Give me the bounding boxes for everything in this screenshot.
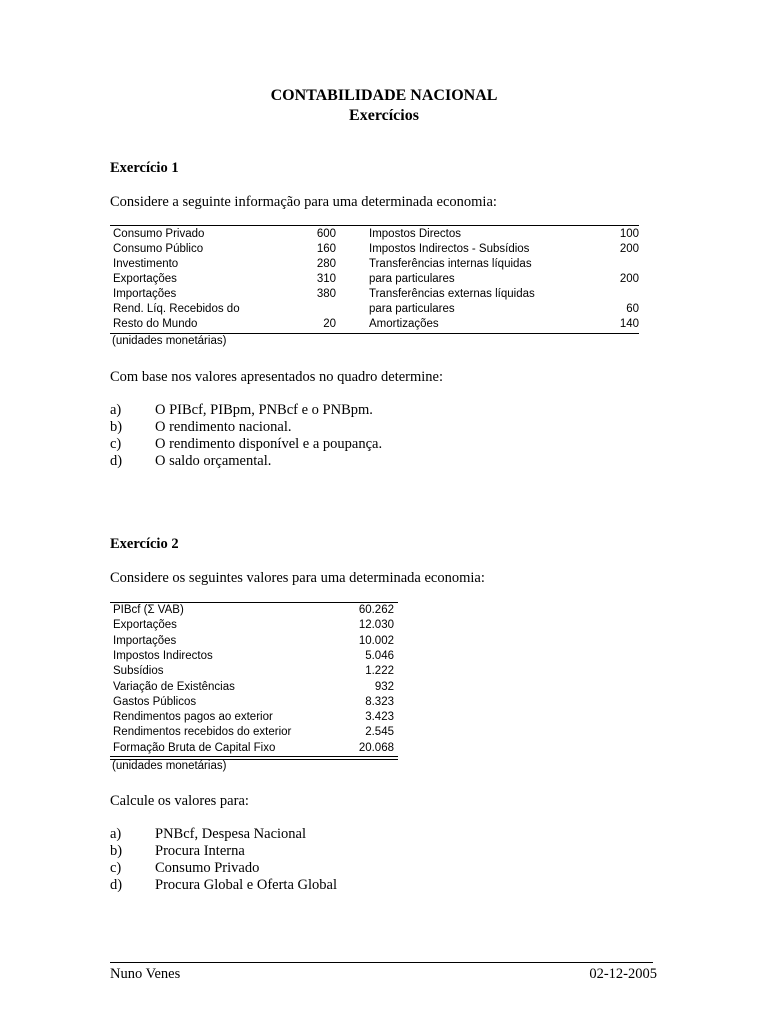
units-note: (unidades monetárias)	[112, 760, 227, 772]
exercise-2-heading: Exercício 2	[110, 536, 179, 552]
list-text: O saldo orçamental.	[155, 453, 272, 469]
row-value: 600	[316, 228, 336, 240]
row-label: Impostos Indirectos - Subsídios	[369, 243, 530, 255]
row-label: Subsídios	[113, 665, 164, 677]
row-label: Resto do Mundo	[113, 318, 198, 330]
row-value: 140	[619, 318, 639, 330]
list-letter: d)	[110, 453, 123, 469]
list-letter: a)	[110, 826, 122, 842]
exercise-1-question: Com base nos valores apresentados no quadro determine:	[110, 369, 444, 385]
document-subtitle: Exercícios	[349, 107, 419, 124]
list-item	[110, 419, 292, 436]
list-item	[110, 453, 272, 470]
list-item	[110, 826, 306, 843]
list-item	[110, 860, 260, 877]
document-title: CONTABILIDADE NACIONAL	[270, 87, 498, 104]
row-value: 380	[316, 288, 336, 300]
list-text: O PIBcf, PIBpm, PNBcf e o PNBpm.	[155, 402, 373, 418]
row-label: Exportações	[113, 619, 177, 631]
row-value: 100	[619, 228, 639, 240]
exercise-1-intro: Considere a seguinte informação para uma determinada economia:	[110, 194, 497, 210]
row-value: 20	[323, 318, 336, 330]
footer-author: Nuno Venes	[110, 966, 181, 982]
exercise-1-heading: Exercício 1	[110, 160, 179, 176]
row-label: Investimento	[113, 258, 179, 270]
row-label: Exportações	[113, 273, 177, 285]
list-item	[110, 436, 383, 453]
units-note: (unidades monetárias)	[112, 335, 227, 347]
row-label: Importações	[113, 635, 177, 647]
list-letter: c)	[110, 436, 122, 452]
list-text: O rendimento disponível e a poupança.	[155, 436, 383, 452]
row-value: 10.002	[358, 635, 394, 647]
row-label: Gastos Públicos	[113, 696, 197, 708]
row-value: 160	[316, 243, 336, 255]
list-item	[110, 402, 373, 419]
row-value: 60.262	[358, 604, 394, 616]
row-label: Transferências externas líquidas	[369, 288, 535, 300]
list-item	[110, 843, 245, 860]
row-label: Formação Bruta de Capital Fixo	[113, 742, 276, 754]
row-value: 3.423	[365, 711, 394, 723]
row-value: 310	[316, 273, 336, 285]
row-label: Variação de Existências	[113, 681, 235, 693]
list-item	[110, 877, 337, 894]
row-label: Rend. Líq. Recebidos do	[113, 303, 240, 315]
exercise-2-question: Calcule os valores para:	[110, 793, 249, 809]
list-letter: b)	[110, 843, 123, 859]
list-letter: a)	[110, 402, 122, 418]
row-label: Consumo Privado	[113, 228, 205, 240]
row-label: Impostos Indirectos	[113, 650, 213, 662]
row-label: Transferências internas líquidas	[369, 258, 532, 270]
list-text: O rendimento nacional.	[155, 419, 292, 435]
row-label: Importações	[113, 288, 177, 300]
row-label: Impostos Directos	[369, 228, 462, 240]
list-letter: b)	[110, 419, 123, 435]
row-value: 200	[619, 243, 639, 255]
row-value: 60	[626, 303, 639, 315]
table-top-rule	[110, 225, 639, 226]
row-label: Rendimentos recebidos do exterior	[113, 726, 292, 738]
footer-date: 02-12-2005	[589, 966, 657, 982]
row-value: 8.323	[365, 696, 394, 708]
row-label: PIBcf (Σ VAB)	[113, 604, 184, 616]
row-value: 932	[374, 681, 394, 693]
row-value: 5.046	[365, 650, 394, 662]
list-text: Procura Interna	[155, 843, 245, 859]
row-label: Amortizações	[369, 318, 439, 330]
list-text: PNBcf, Despesa Nacional	[155, 826, 306, 842]
footer-rule	[110, 962, 653, 963]
row-value: 280	[316, 258, 336, 270]
list-text: Consumo Privado	[155, 860, 260, 876]
row-value: 1.222	[365, 665, 394, 677]
row-value: 200	[619, 273, 639, 285]
row-label: Rendimentos pagos ao exterior	[113, 711, 273, 723]
table-bottom-rule	[110, 756, 398, 757]
row-value: 2.545	[365, 726, 394, 738]
row-label: para particulares	[369, 303, 455, 315]
row-label: Consumo Público	[113, 243, 204, 255]
exercise-2-intro: Considere os seguintes valores para uma determinada economia:	[110, 570, 485, 586]
row-value: 12.030	[358, 619, 394, 631]
list-letter: c)	[110, 860, 122, 876]
row-value: 20.068	[358, 742, 394, 754]
row-label: para particulares	[369, 273, 455, 285]
list-letter: d)	[110, 877, 123, 893]
list-text: Procura Global e Oferta Global	[155, 877, 337, 893]
